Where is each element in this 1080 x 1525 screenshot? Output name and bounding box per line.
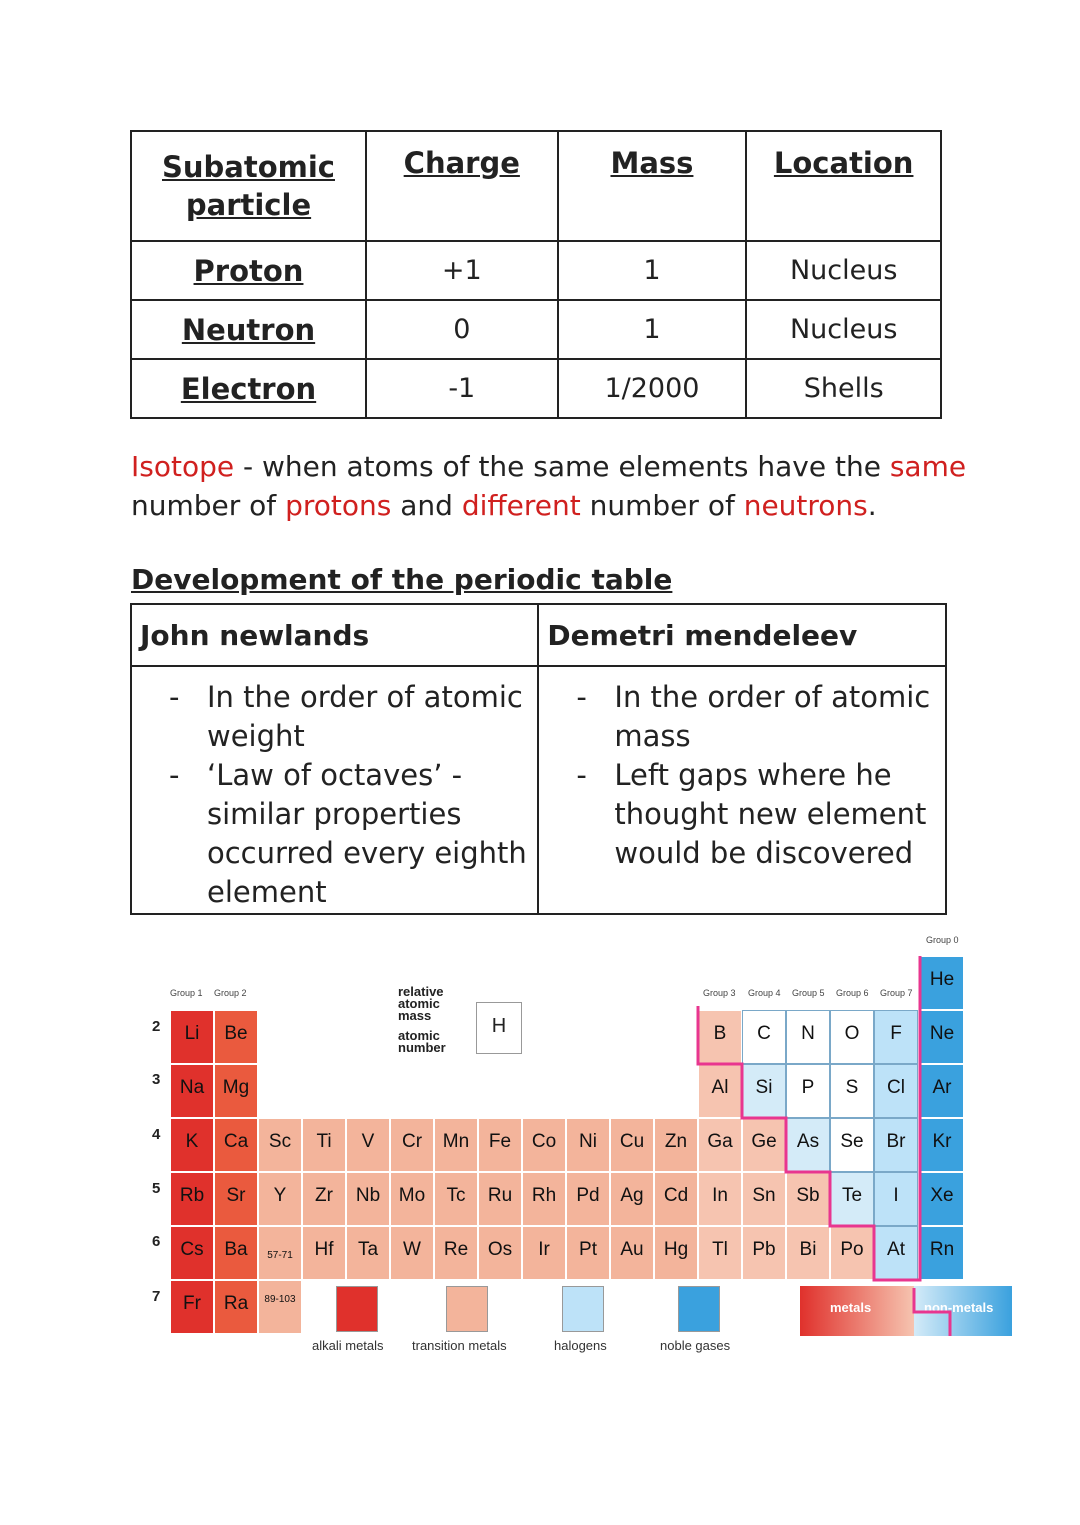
isotope-text: . xyxy=(867,489,877,522)
element-ge: Ge xyxy=(742,1118,786,1172)
element-ca: Ca xyxy=(214,1118,258,1172)
legend-alkali-swatch xyxy=(336,1286,378,1332)
element-in: In xyxy=(698,1172,742,1226)
header-mass: Mass xyxy=(558,131,747,241)
element-c: C xyxy=(742,1010,786,1064)
group-label: Group 6 xyxy=(836,988,869,998)
legend-halogen-swatch xyxy=(562,1286,604,1332)
element-po: Po xyxy=(830,1226,874,1280)
list-item: - Left gaps where he thought new element would be discovered xyxy=(576,756,944,873)
element-sb: Sb xyxy=(786,1172,830,1226)
newlands-points xyxy=(131,666,538,914)
element-zr: Zr xyxy=(302,1172,346,1226)
element-sc: Sc xyxy=(258,1118,302,1172)
group-label: Group 7 xyxy=(880,988,913,998)
particle-charge: 0 xyxy=(366,300,558,359)
isotope-definition xyxy=(131,447,991,525)
element-ne: Ne xyxy=(920,1010,964,1064)
element-cr: Cr xyxy=(390,1118,434,1172)
element-ra: Ra xyxy=(214,1280,258,1334)
element-ta: Ta xyxy=(346,1226,390,1280)
legend-noble-swatch xyxy=(678,1286,720,1332)
element-be: Be xyxy=(214,1010,258,1064)
element-as: As xyxy=(786,1118,830,1172)
element-y: Y xyxy=(258,1172,302,1226)
legend-transition-swatch xyxy=(446,1286,488,1332)
element-na: Na xyxy=(170,1064,214,1118)
element-ru: Ru xyxy=(478,1172,522,1226)
element-b: B xyxy=(698,1010,742,1064)
particle-mass: 1 xyxy=(558,241,747,300)
element-ti: Ti xyxy=(302,1118,346,1172)
element-re: Re xyxy=(434,1226,478,1280)
element-cu: Cu xyxy=(610,1118,654,1172)
particle-location: Nucleus xyxy=(746,300,941,359)
period-label: 4 xyxy=(152,1126,161,1143)
period-label: 5 xyxy=(152,1180,161,1197)
element-al: Al xyxy=(698,1064,742,1118)
group-label: Group 0 xyxy=(926,935,959,945)
legend-noble-label: noble gases xyxy=(660,1338,731,1353)
development-heading: Development of the periodic table xyxy=(131,563,673,596)
element-ir: Ir xyxy=(522,1226,566,1280)
element-w: W xyxy=(390,1226,434,1280)
header-charge: Charge xyxy=(366,131,558,241)
development-table xyxy=(130,603,947,915)
element-tc: Tc xyxy=(434,1172,478,1226)
particle-location: Shells xyxy=(746,359,941,418)
element-o: O xyxy=(830,1010,874,1064)
element-pt: Pt xyxy=(566,1226,610,1280)
isotope-keyword: same xyxy=(889,450,967,483)
element-rb: Rb xyxy=(170,1172,214,1226)
particle-name: Neutron xyxy=(131,300,366,359)
header-location: Location xyxy=(746,131,941,241)
particle-mass: 1/2000 xyxy=(558,359,747,418)
element-cd: Cd xyxy=(654,1172,698,1226)
particle-charge: +1 xyxy=(366,241,558,300)
particle-location: Nucleus xyxy=(746,241,941,300)
mendeleev-title: Demetri mendeleev xyxy=(538,604,946,666)
element-lanthanides: 57-71 xyxy=(258,1226,302,1280)
element-at: At xyxy=(874,1226,918,1280)
element-mg: Mg xyxy=(214,1064,258,1118)
group-label: Group 5 xyxy=(792,988,825,998)
element-sr: Sr xyxy=(214,1172,258,1226)
element-os: Os xyxy=(478,1226,522,1280)
element-nb: Nb xyxy=(346,1172,390,1226)
metals-label: metals xyxy=(830,1300,872,1315)
key-symbol: H xyxy=(491,1015,507,1037)
particle-name: Electron xyxy=(131,359,366,418)
list-item: - In the order of atomic mass xyxy=(576,678,944,756)
periodic-table xyxy=(140,930,1020,1353)
period-label: 6 xyxy=(152,1233,161,1250)
element-li: Li xyxy=(170,1010,214,1064)
element-ba: Ba xyxy=(214,1226,258,1280)
element-tl: Tl xyxy=(698,1226,742,1280)
nonmetals-label: non-metals xyxy=(924,1300,994,1315)
element-ga: Ga xyxy=(698,1118,742,1172)
element-kr: Kr xyxy=(920,1118,964,1172)
element-te: Te xyxy=(830,1172,874,1226)
group-label: Group 2 xyxy=(214,988,247,998)
legend-halogen-label: halogens xyxy=(554,1338,607,1353)
element-ag: Ag xyxy=(610,1172,654,1226)
element-k: K xyxy=(170,1118,214,1172)
metals-band-boundary xyxy=(800,1286,1014,1338)
isotope-text: number of xyxy=(580,489,744,522)
period-label: 7 xyxy=(152,1288,161,1305)
table-row xyxy=(131,359,941,418)
element-br: Br xyxy=(874,1118,918,1172)
element-xe: Xe xyxy=(920,1172,964,1226)
element-cs: Cs xyxy=(170,1226,214,1280)
group-label: Group 3 xyxy=(703,988,736,998)
element-pb: Pb xyxy=(742,1226,786,1280)
period-label: 2 xyxy=(152,1018,161,1035)
table-row xyxy=(131,300,941,359)
element-f: F xyxy=(874,1010,918,1064)
element-s: S xyxy=(830,1064,874,1118)
period-label: 3 xyxy=(152,1071,161,1088)
element-se: Se xyxy=(830,1118,874,1172)
isotope-text: - when atoms of the same elements have the xyxy=(234,450,890,483)
key-atomic-number: atomic number xyxy=(398,1028,446,1055)
element-ar: Ar xyxy=(920,1064,964,1118)
particle-mass: 1 xyxy=(558,300,747,359)
element-fr: Fr xyxy=(170,1280,214,1334)
mendeleev-points xyxy=(538,666,946,914)
newlands-title: John newlands xyxy=(131,604,538,666)
element-p: P xyxy=(786,1064,830,1118)
element-ni: Ni xyxy=(566,1118,610,1172)
key-relative-mass: relative atomic mass xyxy=(398,984,444,1023)
element-fe: Fe xyxy=(478,1118,522,1172)
list-item: - ‘Law of octaves’ - similar properties occurred every eighth element xyxy=(169,756,536,912)
element-au: Au xyxy=(610,1226,654,1280)
particle-charge: -1 xyxy=(366,359,558,418)
group-label: Group 4 xyxy=(748,988,781,998)
element-zn: Zn xyxy=(654,1118,698,1172)
element-rn: Rn xyxy=(920,1226,964,1280)
element-he: He xyxy=(920,956,964,1010)
isotope-keyword: different xyxy=(461,489,581,522)
element-si: Si xyxy=(742,1064,786,1118)
isotope-term: Isotope xyxy=(131,450,235,483)
element-actinides: 89-103 xyxy=(258,1280,302,1334)
element-n: N xyxy=(786,1010,830,1064)
table-header-row xyxy=(131,131,941,241)
element-i: I xyxy=(874,1172,918,1226)
particle-name: Proton xyxy=(131,241,366,300)
element-hg: Hg xyxy=(654,1226,698,1280)
element-co: Co xyxy=(522,1118,566,1172)
group-label: Group 1 xyxy=(170,988,203,998)
isotope-keyword: neutrons xyxy=(743,489,868,522)
element-rh: Rh xyxy=(522,1172,566,1226)
isotope-text: and xyxy=(391,489,462,522)
header-particle: Subatomic particle xyxy=(131,131,366,241)
element-mn: Mn xyxy=(434,1118,478,1172)
element-hf: Hf xyxy=(302,1226,346,1280)
list-item: - In the order of atomic weight xyxy=(169,678,536,756)
isotope-text: number of xyxy=(131,489,286,522)
legend-transition-label: transition metals xyxy=(412,1338,507,1353)
element-mo: Mo xyxy=(390,1172,434,1226)
element-v: V xyxy=(346,1118,390,1172)
particle-table xyxy=(130,130,942,419)
element-sn: Sn xyxy=(742,1172,786,1226)
table-row xyxy=(131,241,941,300)
element-cl: Cl xyxy=(874,1064,918,1118)
legend-alkali-label: alkali metals xyxy=(312,1338,384,1353)
isotope-keyword: protons xyxy=(285,489,392,522)
element-bi: Bi xyxy=(786,1226,830,1280)
element-pd: Pd xyxy=(566,1172,610,1226)
